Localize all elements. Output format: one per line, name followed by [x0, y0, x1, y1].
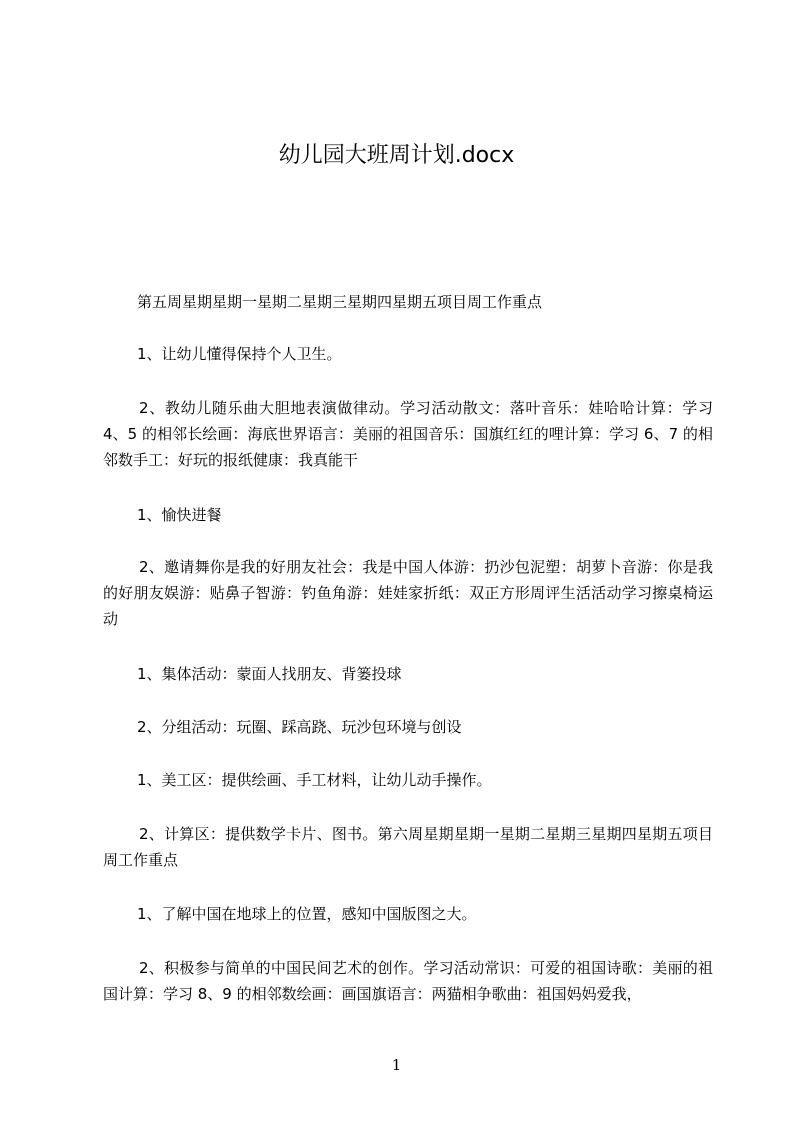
paragraph: 2、计算区：提供数学卡片、图书。第六周星期星期一星期二星期三星期四星期五项目周工作重点 — [103, 825, 713, 869]
paragraph: 1、集体活动：蒙面人找朋友、背篓投球 — [137, 665, 402, 683]
paragraph: 2、邀请舞你是我的好朋友社会：我是中国人体游：扔沙包泥塑：胡萝卜音游：你是我的好朋友娱游：贴鼻子智游：钓鱼角游：娃娃家折纸：双正方形周评生活活动学习擦桌椅运动 — [103, 558, 713, 628]
paragraph: 2、分组活动：玩圈、踩高跷、玩沙包环境与创设 — [137, 718, 462, 736]
paragraph: 2、教幼儿随乐曲大胆地表演做律动。学习活动散文：落叶音乐：娃哈哈计算：学习 4、5 的相邻长绘画：海底世界语言：美丽的祖国音乐：国旗红红的哩计算：学习 6、7 的相邻数手工：好玩的报纸健康：我真能干 — [103, 399, 713, 469]
page-number: 1 — [391, 1056, 402, 1074]
paragraph: 1、愉快进餐 — [137, 506, 222, 524]
paragraph: 1、让幼儿懂得保持个人卫生。 — [137, 345, 342, 363]
paragraph: 第五周星期星期一星期二星期三星期四星期五项目周工作重点 — [137, 293, 543, 311]
paragraph: 2、积极参与简单的中国民间艺术的创作。学习活动常识：可爱的祖国诗歌：美丽的祖国计算：学习 8、9 的相邻数绘画：画国旗语言：两猫相争歌曲：祖国妈妈爱我， — [103, 959, 713, 1003]
document-title: 幼儿园大班周计划.docx — [278, 143, 515, 168]
paragraph: 1、了解中国在地球上的位置，感知中国版图之大。 — [137, 905, 477, 923]
paragraph: 1、美工区：提供绘画、手工材料，让幼儿动手操作。 — [137, 771, 492, 789]
